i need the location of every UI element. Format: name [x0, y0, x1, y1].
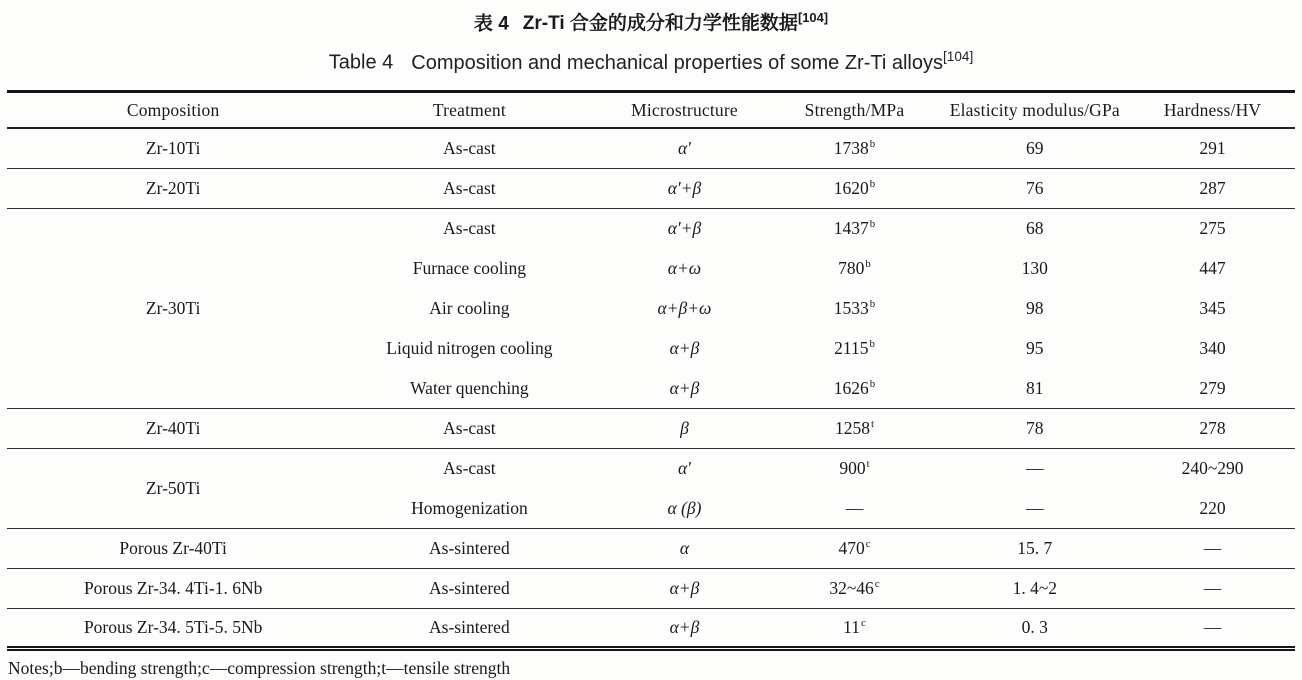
table-cell: Water quenching [339, 368, 599, 408]
table-cell: As-sintered [339, 528, 599, 568]
table-cell: β [599, 408, 769, 448]
table-cell: 275 [1199, 218, 1226, 239]
caption-en-text: Composition and mechanical properties of some Zr-Ti alloys [411, 51, 943, 74]
table-cell: α+β [599, 368, 769, 408]
table-cell: As-cast [443, 218, 496, 239]
table-cell: Homogenization [339, 488, 599, 528]
table-cell: 1437$^b$ [833, 218, 876, 239]
table-cell: Porous Zr-34. 5Ti-5. 5Nb [83, 616, 263, 637]
table-cell: Furnace cooling [412, 257, 526, 278]
table-cell: 470$^c$ [769, 528, 939, 568]
table-cell: α′+β [667, 218, 702, 239]
table-cell: As-sintered [339, 568, 599, 608]
column-header: Treatment [339, 91, 599, 128]
table-cell: α+β+ω [657, 297, 712, 318]
table-cell: 1258$^t$ [769, 408, 939, 448]
table-cell: 98 [1026, 297, 1044, 318]
alloy-properties-table [7, 90, 1295, 651]
strength-type-superscript: b [869, 178, 876, 191]
table-cell: α [599, 528, 769, 568]
table-cell: 1620$^b$ [769, 168, 939, 208]
table-cell: Air cooling [429, 297, 510, 318]
table-cell: 1533$^b$ [833, 297, 876, 318]
column-header: Composition [7, 91, 339, 128]
table-cell: 345 [1199, 297, 1226, 318]
table-notes: Notes;b—bending strength;c—compression strength;t—tensile strength [8, 657, 511, 678]
table-cell: 69 [940, 128, 1131, 168]
table-cell: 447 [1199, 257, 1226, 278]
table-cell: Liquid nitrogen cooling [386, 337, 553, 358]
table-cell: α′ [599, 128, 769, 168]
table-cell: 78 [940, 408, 1131, 448]
table-cell: — [1130, 528, 1295, 568]
table-cell: — [769, 488, 939, 528]
table-cell: 95 [1026, 337, 1044, 358]
table-cell: Zr-40Ti [7, 408, 339, 448]
table-cell: — [940, 488, 1131, 528]
table-row [7, 608, 1295, 648]
strength-type-superscript: t [870, 418, 874, 431]
table-cell: α+ω [667, 257, 702, 278]
table-cell: 11$^c$ [843, 616, 866, 637]
table-cell: Zr-20Ti [7, 168, 339, 208]
caption-zh-reference: [104] [797, 10, 829, 25]
table-cell: 1626$^b$ [769, 368, 939, 408]
table-caption-chinese [0, 4, 1302, 38]
table-cell: α+β [669, 337, 700, 358]
table-cell: 32~46$^c$ [769, 568, 939, 608]
table-caption-english [0, 42, 1302, 78]
table-cell: 287 [1130, 168, 1295, 208]
strength-type-superscript: b [865, 258, 871, 271]
table-cell: α+β [599, 568, 769, 608]
caption-zh-text: Zr-Ti 合金的成分和力学性能数据 [522, 13, 798, 35]
strength-type-superscript: c [865, 538, 871, 551]
table-cell: 220 [1130, 488, 1295, 528]
table-row [7, 448, 1295, 488]
table-row [7, 528, 1295, 568]
table-cell: — [1130, 568, 1295, 608]
table-cell: 130 [1021, 257, 1048, 278]
table-cell: 340 [1199, 337, 1226, 358]
table-cell: 278 [1130, 408, 1295, 448]
table-cell: 1. 4~2 [940, 568, 1131, 608]
table-cell: As-cast [339, 168, 599, 208]
table-cell: 279 [1130, 368, 1295, 408]
table-row [7, 168, 1295, 208]
strength-type-superscript: c [874, 578, 880, 591]
table-cell: As-cast [443, 458, 496, 479]
strength-type-superscript: b [869, 338, 875, 351]
table-cell: 900$^t$ [839, 458, 870, 479]
table-cell: As-sintered [429, 616, 510, 637]
caption-en-reference: [104] [942, 49, 974, 65]
table-cell: 81 [940, 368, 1131, 408]
table-cell: 2115$^b$ [834, 337, 875, 358]
table-cell: Porous Zr-40Ti [7, 528, 339, 568]
table-cell: 0. 3 [1021, 616, 1048, 637]
table-cell: α′ [677, 458, 691, 479]
column-header: Hardness/HV [1130, 91, 1295, 128]
table-cell: 780$^b$ [838, 257, 871, 278]
column-header: Microstructure [599, 91, 769, 128]
strength-type-superscript: b [869, 298, 876, 311]
strength-type-superscript: b [869, 138, 876, 151]
column-header: Strength/MPa [769, 91, 939, 128]
strength-type-superscript: b [869, 377, 876, 390]
table-cell: Porous Zr-34. 4Ti-1. 6Nb [7, 568, 339, 608]
table-cell: 291 [1130, 128, 1295, 168]
table-row [7, 568, 1295, 608]
table-row [7, 128, 1295, 168]
column-header: Elasticity modulus/GPa [940, 91, 1131, 128]
table-cell: Zr-50Ti [7, 448, 339, 528]
table-row [7, 408, 1295, 448]
table-row [7, 208, 1295, 248]
strength-type-superscript: b [869, 218, 876, 231]
caption-en-label: Table 4 [328, 51, 394, 74]
table-cell: 68 [1026, 218, 1044, 239]
strength-type-superscript: c [861, 617, 866, 630]
table-cell: α+β [669, 616, 700, 637]
table-cell: α′+β [599, 168, 769, 208]
table-cell: 15. 7 [940, 528, 1131, 568]
strength-type-superscript: t [866, 458, 870, 471]
table-cell: Zr-30Ti [7, 208, 339, 408]
table-cell: — [1026, 458, 1044, 479]
table-cell: 76 [940, 168, 1131, 208]
table-cell: 1738$^b$ [769, 128, 939, 168]
table-cell: As-cast [339, 408, 599, 448]
caption-zh-label: 表 4 [473, 13, 509, 35]
table-cell: α (β) [599, 488, 769, 528]
table-cell: 240~290 [1181, 458, 1244, 479]
header-row [7, 91, 1295, 128]
table-cell: — [1203, 616, 1222, 637]
table-body [7, 128, 1295, 648]
table-cell: As-cast [339, 128, 599, 168]
table-cell: Zr-10Ti [7, 128, 339, 168]
